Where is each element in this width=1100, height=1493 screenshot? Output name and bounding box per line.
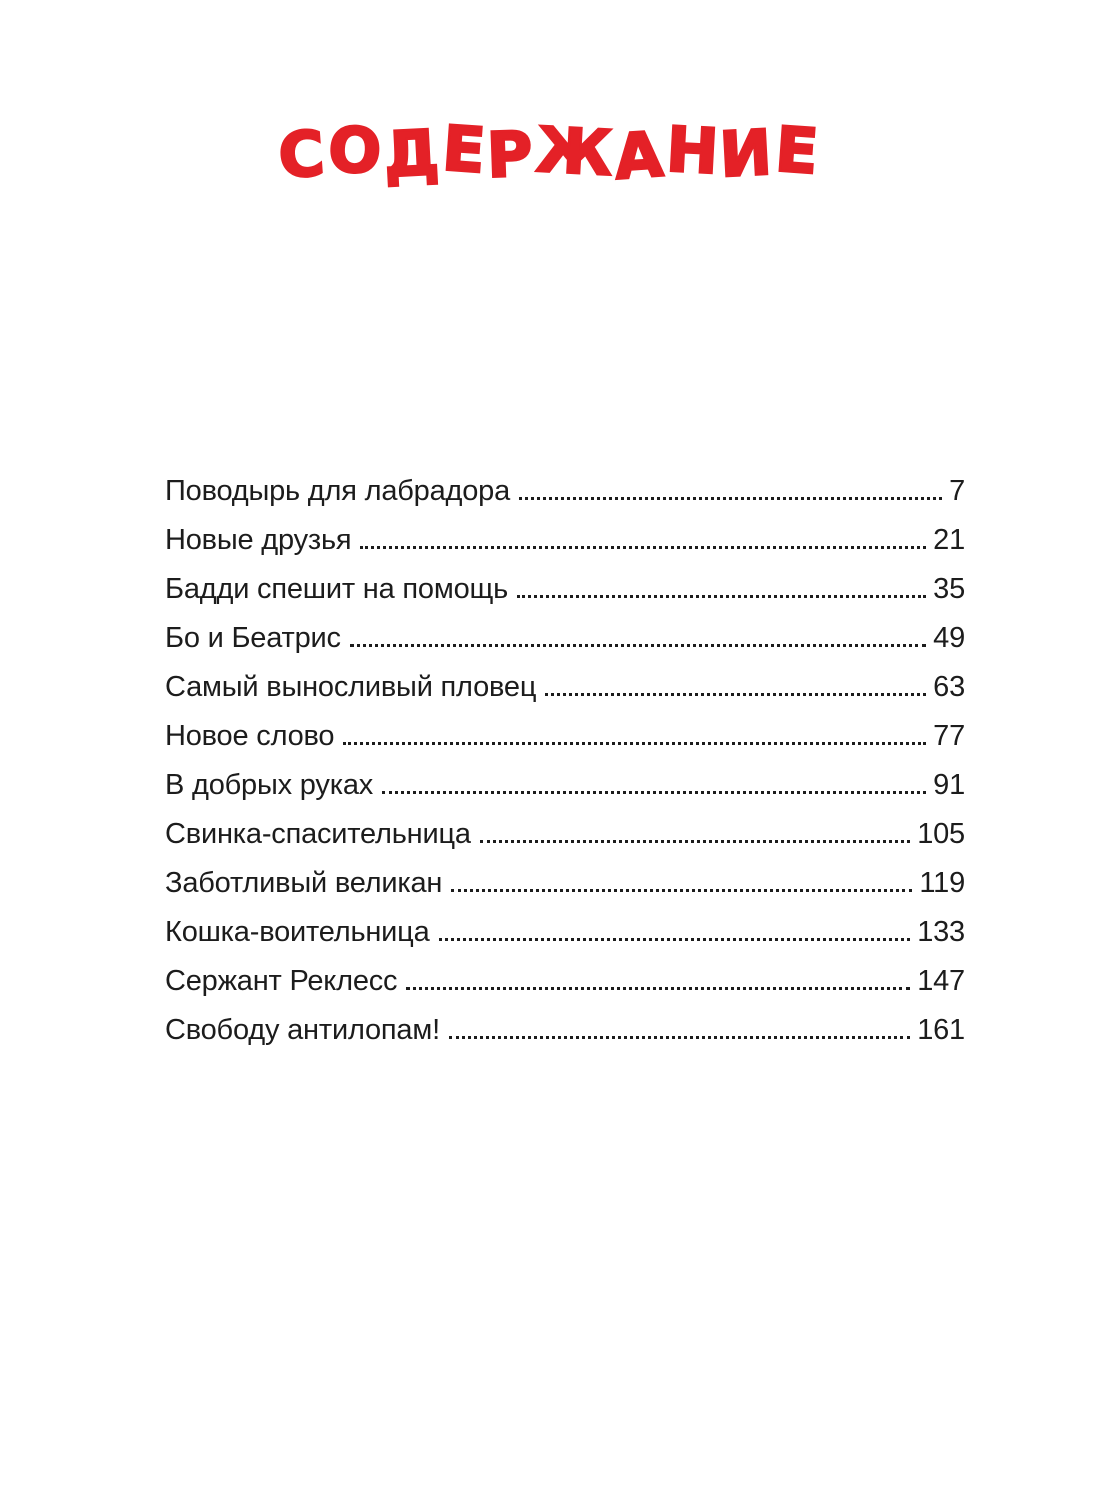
toc-entry <box>165 467 965 516</box>
toc-entry-page: 161 <box>917 1014 965 1046</box>
dot-leader <box>343 742 926 745</box>
toc-entry <box>165 908 965 957</box>
toc-entry <box>165 810 965 859</box>
toc-entry-title: Новое слово <box>165 720 335 752</box>
toc-entry <box>165 761 965 810</box>
toc-entry <box>165 663 965 712</box>
toc-entry <box>165 859 965 908</box>
toc-entry-title: Свободу антилопам! <box>165 1014 440 1046</box>
toc-entry-title: В добрых руках <box>165 769 374 801</box>
dot-leader <box>439 938 911 941</box>
toc-entry-title: Поводырь для лабрадора <box>165 475 511 507</box>
toc-entry-title: Свинка-спасительница <box>165 818 471 850</box>
toc-entry-page: 35 <box>933 573 965 605</box>
toc-entry <box>165 614 965 663</box>
toc-entry-title: Самый выносливый пловец <box>165 671 537 703</box>
toc-entry-title: Новые друзья <box>165 524 352 556</box>
dot-leader <box>517 595 926 598</box>
toc-entry <box>165 1006 965 1055</box>
toc-entry-title: Кошка-воительница <box>165 916 430 948</box>
toc-entry-page: 105 <box>917 818 965 850</box>
toc-entry <box>165 516 965 565</box>
toc-entry <box>165 957 965 1006</box>
toc-entry-page: 77 <box>933 720 965 752</box>
dot-leader <box>406 987 910 990</box>
toc-entry-page: 63 <box>933 671 965 703</box>
dot-leader <box>360 546 926 549</box>
dot-leader <box>480 840 910 843</box>
toc-entry-title: Бо и Беатрис <box>165 622 341 654</box>
dot-leader <box>519 497 942 500</box>
toc-entry-page: 91 <box>933 769 965 801</box>
dot-leader <box>545 693 926 696</box>
toc-entry-page: 119 <box>919 867 965 899</box>
dot-leader <box>451 889 912 892</box>
toc-entry-title: Бадди спешит на помощь <box>165 573 509 605</box>
toc-entry-page: 133 <box>917 916 965 948</box>
toc-entry-title: Заботливый великан <box>165 867 443 899</box>
toc-entry-page: 21 <box>933 524 965 556</box>
toc-list <box>0 467 1100 1055</box>
dot-leader <box>350 644 926 647</box>
page-title: СОДЕРЖАНИЕ <box>276 111 824 194</box>
toc-entry <box>165 565 965 614</box>
toc-entry-page: 49 <box>933 622 965 654</box>
toc-entry <box>165 712 965 761</box>
toc-entry-page: 7 <box>949 475 965 507</box>
toc-entry-page: 147 <box>917 965 965 997</box>
dot-leader <box>449 1036 910 1039</box>
dot-leader <box>382 791 926 794</box>
toc-entry-title: Сержант Реклесс <box>165 965 398 997</box>
